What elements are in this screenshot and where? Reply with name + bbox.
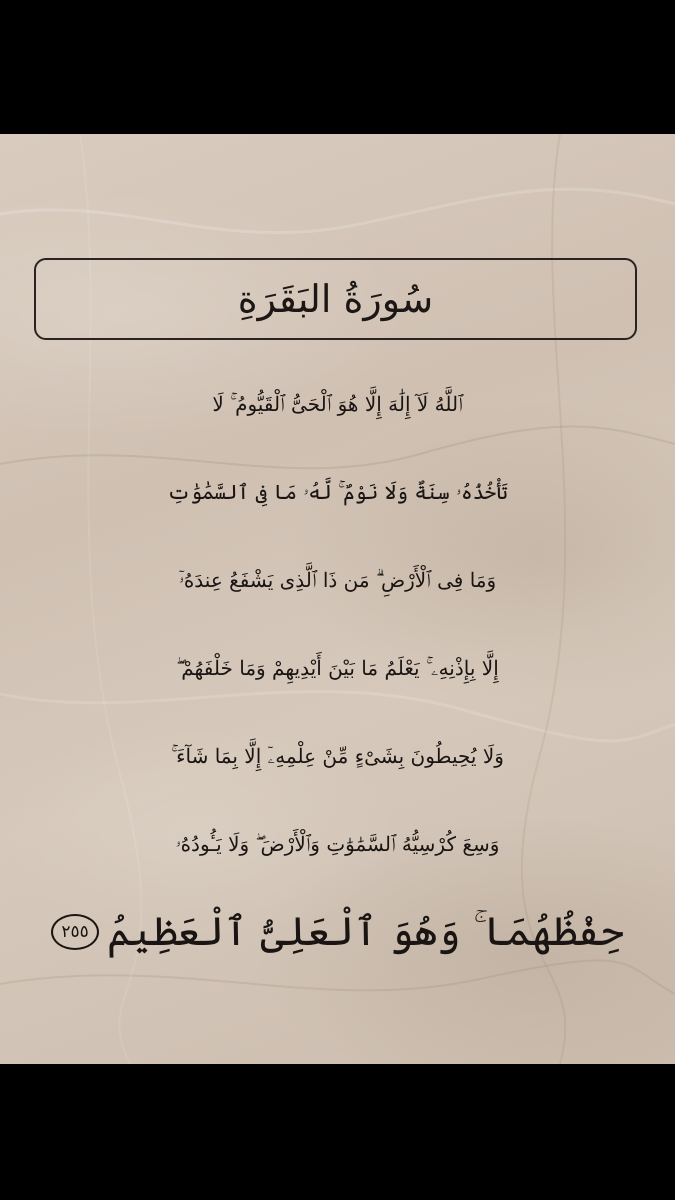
surah-title-frame bbox=[34, 258, 637, 340]
verse-line-4: إِلَّا بِإِذْنِهِۦ ۚ يَعْلَمُ مَا بَيْنَ أَيْدِيهِمْ وَمَا خَلْفَهُمْ ۖ bbox=[176, 656, 499, 680]
verse-final-text: حِفْظُهُمَا ۚ وَهُوَ ٱلْعَلِىُّ ٱلْعَظِيمُ bbox=[107, 909, 624, 955]
verse-text-block bbox=[22, 360, 653, 976]
surah-title: سُورَةُ البَقَرَةِ bbox=[237, 277, 434, 321]
marble-background-image bbox=[0, 134, 675, 1064]
verse-line-1: ٱللَّهُ لَآ إِلَٰهَ إِلَّا هُوَ ٱلْحَىُّ ٱلْقَيُّومُ ۚ لَا bbox=[212, 392, 463, 416]
verse-line-6: وَسِعَ كُرْسِيُّهُ ٱلسَّمَٰوَٰتِ وَٱلْأَرْضَ ۖ وَلَا يَـُٔودُهُۥ bbox=[175, 832, 500, 856]
verse-line-7 bbox=[22, 888, 653, 976]
verse-line-3: وَمَا فِى ٱلْأَرْضِ ۗ مَن ذَا ٱلَّذِى يَشْفَعُ عِندَهُۥٓ bbox=[178, 568, 497, 592]
ayah-number-marker: ٢٥٥ bbox=[51, 914, 99, 950]
verse-line-2: تَأْخُذُهُۥ سِنَةٌ وَلَا نَوْمٌ ۚ لَّهُۥ مَا فِى ٱلسَّمَٰوَٰتِ bbox=[167, 480, 508, 504]
verse-line-5: وَلَا يُحِيطُونَ بِشَىْءٍ مِّنْ عِلْمِهِۦٓ إِلَّا بِمَا شَآءَ ۚ bbox=[171, 744, 504, 768]
